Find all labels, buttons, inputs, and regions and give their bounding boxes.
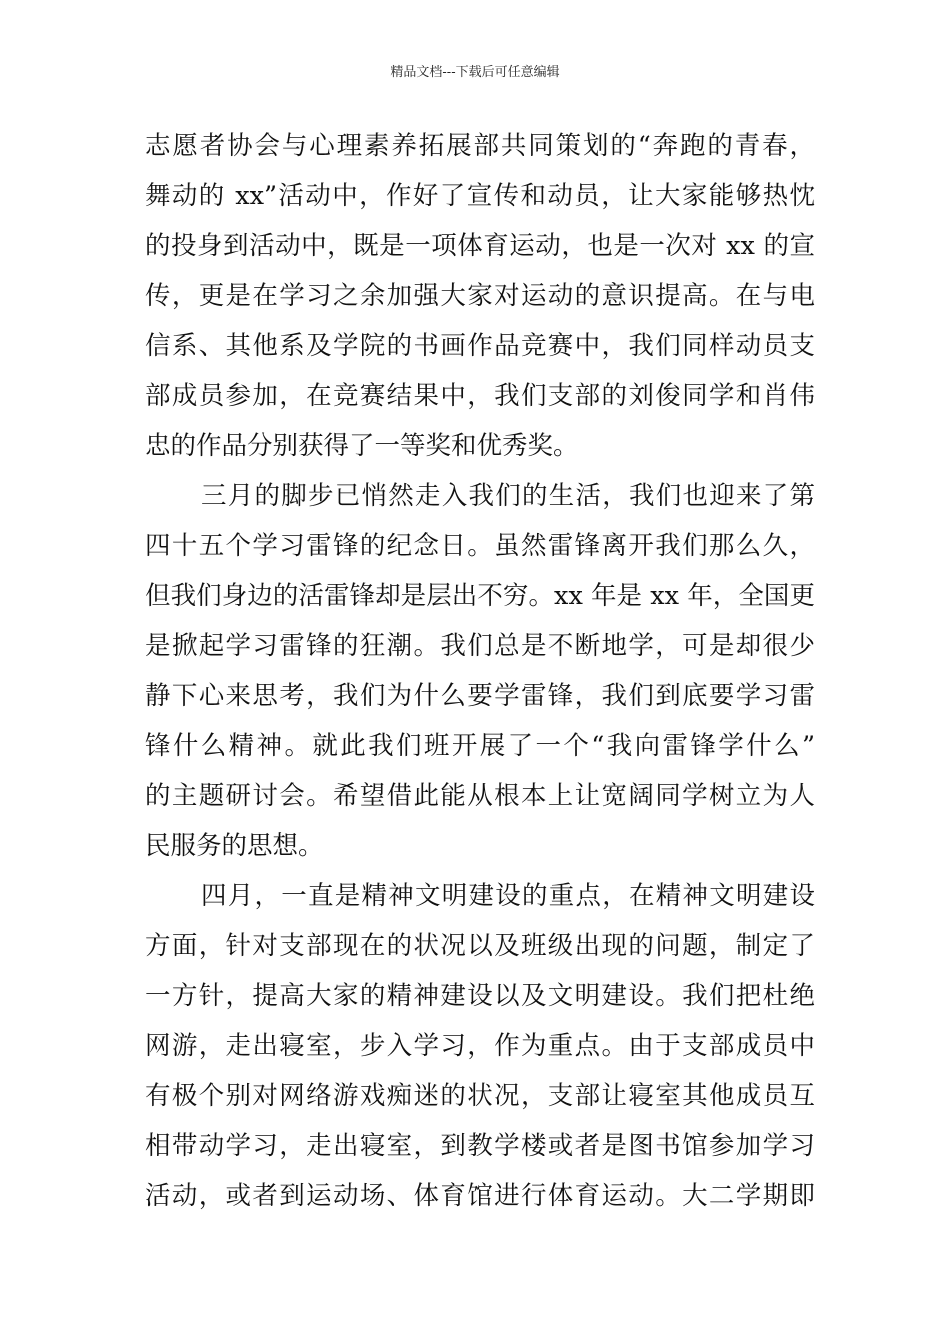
text-line: 忠的作品分别获得了一等奖和优秀奖。 (145, 431, 579, 461)
text-line: 活动，或者到运动场、体育馆进行体育运动。大二学期即 (145, 1181, 815, 1211)
text-line: 传，更是在学习之余加强大家对运动的意识提高。在与电 (145, 281, 815, 311)
text-line: 志愿者协会与心理素养拓展部共同策划的“奔跑的青春， (145, 131, 815, 161)
text-line: 四月，一直是精神文明建设的重点，在精神文明建设 (201, 881, 815, 911)
text-line: 的主题研讨会。希望借此能从根本上让宽阔同学树立为人 (145, 781, 815, 811)
text-line: 网游，走出寝室，步入学习，作为重点。由于支部成员中 (145, 1031, 815, 1061)
text-line: 四十五个学习雷锋的纪念日。虽然雷锋离开我们那么久， (145, 531, 815, 561)
text-line: 相带动学习，走出寝室，到教学楼或者是图书馆参加学习 (145, 1131, 815, 1161)
page-header: 精品文档---下载后可任意编辑 (390, 65, 560, 80)
document-body (145, 126, 815, 1226)
text-line: 有极个别对网络游戏痴迷的状况，支部让寝室其他成员互 (145, 1081, 815, 1111)
text-line: 一方针，提高大家的精神建设以及文明建设。我们把杜绝 (145, 981, 815, 1011)
text-line: 方面，针对支部现在的状况以及班级出现的问题，制定了 (145, 931, 815, 961)
text-line: 部成员参加，在竞赛结果中，我们支部的刘俊同学和肖伟 (145, 381, 815, 411)
text-line: 是掀起学习雷锋的狂潮。我们总是不断地学，可是却很少 (145, 631, 815, 661)
text-line: 三月的脚步已悄然走入我们的生活，我们也迎来了第 (201, 481, 815, 511)
text-line: 的投身到活动中，既是一项体育运动，也是一次对 xx 的宣 (145, 231, 815, 261)
text-line: 舞动的 xx”活动中，作好了宣传和动员，让大家能够热忱 (145, 181, 815, 211)
text-line: 锋什么精神。就此我们班开展了一个“我向雷锋学什么” (145, 731, 815, 761)
text-line: 民服务的思想。 (145, 831, 324, 861)
text-line: 静下心来思考，我们为什么要学雷锋，我们到底要学习雷 (145, 681, 815, 711)
text-line: 信系、其他系及学院的书画作品竞赛中，我们同样动员支 (145, 331, 815, 361)
text-line: 但我们身边的活雷锋却是层出不穷。xx 年是 xx 年，全国更 (145, 581, 815, 611)
